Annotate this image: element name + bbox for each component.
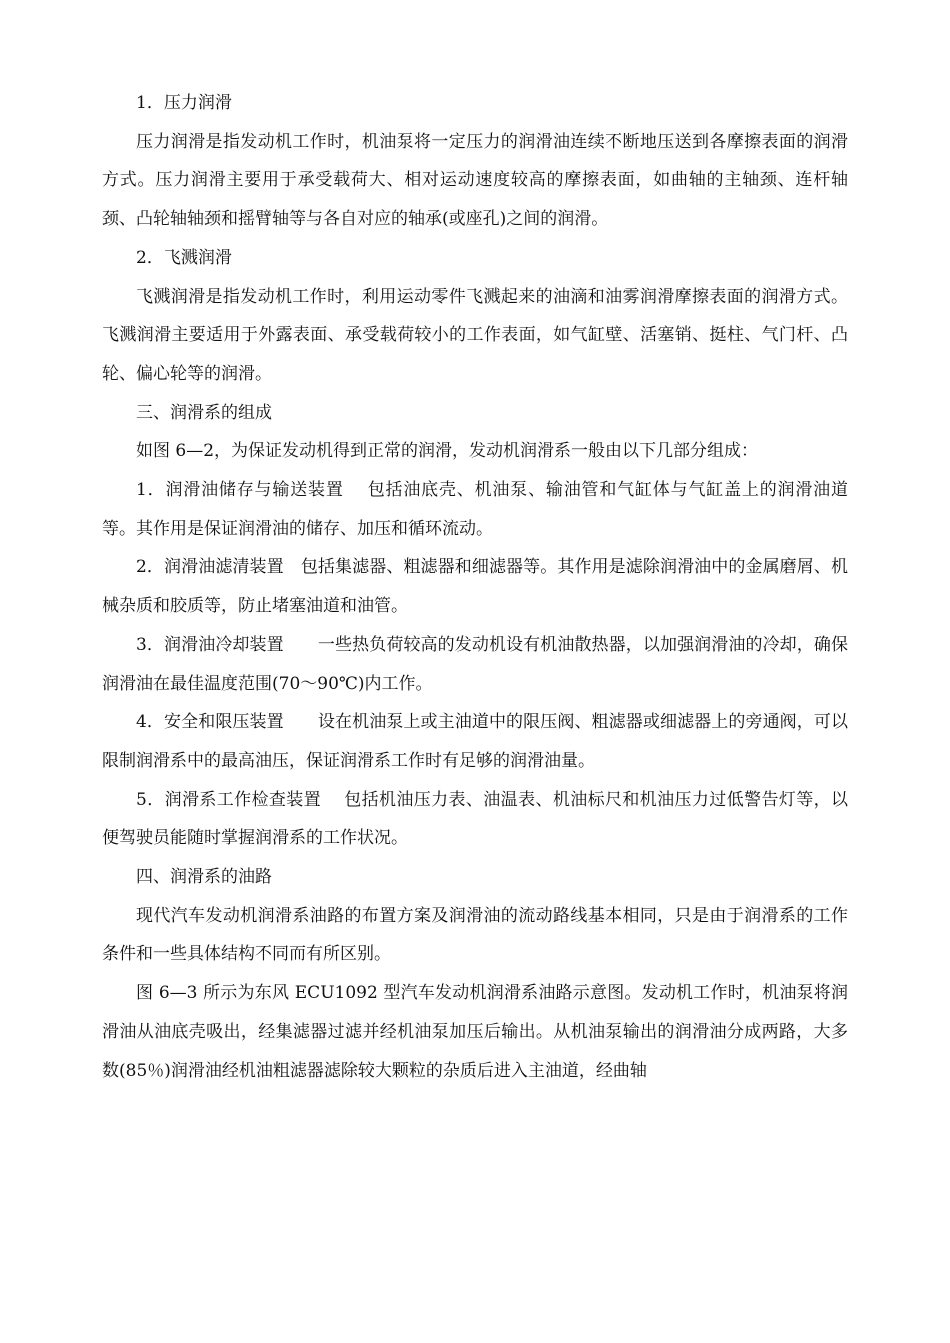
paragraph-storage-delivery-device: 1．润滑油储存与输送装置 包括油底壳、机油泵、输油管和气缸体与气缸盖上的润滑油道等。其作用是保证润滑油的储存、加压和循环流动。 — [102, 480, 848, 539]
heading-lubrication-system-composition: 三、润滑系的组成 — [136, 402, 272, 423]
paragraph-pressure-lubrication: 压力润滑是指发动机工作时，机油泵将一定压力的润滑油连续不断地压送到各摩擦表面的润滑方式。压力润滑主要用于承受载荷大、相对运动速度较高的摩擦表面，如曲轴的主轴颈、连杆轴颈、凸轮轴轴颈和摇臂轴等与各自对应的轴承(或座孔)之间的润滑。 — [102, 131, 848, 230]
paragraph-splash-lubrication: 飞溅润滑是指发动机工作时，利用运动零件飞溅起来的油滴和油雾润滑摩擦表面的润滑方式。飞溅润滑主要适用于外露表面、承受载荷较小的工作表面，如气缸壁、活塞销、挺柱、气门杆、凸轮、偏心轮等的润滑。 — [102, 286, 848, 384]
paragraph-oil-circuit-example: 图 6—3 所示为东风 ECU1092 型汽车发动机润滑系油路示意图。发动机工作时，机油泵将润滑油从油底壳吸出，经集滤器过滤并经机油泵加压后输出。从机油泵输出的润滑油分成两路，大多数(85％)润滑油经机油粗滤器滤除较大颗粒的杂质后进入主油道，经曲轴 — [102, 983, 848, 1081]
paragraph-safety-pressure-limiting-device: 4．安全和限压装置 设在机油泵上或主油道中的限压阀、粗滤器或细滤器上的旁通阀，可以限制润滑系中的最高油压，保证润滑系工作时有足够的润滑油量。 — [102, 712, 848, 771]
paragraph-filtering-device: 2．润滑油滤清装置 包括集滤器、粗滤器和细滤器等。其作用是滤除润滑油中的金属磨屑、机械杂质和胶质等，防止堵塞油道和油管。 — [102, 557, 848, 617]
heading-splash-lubrication: 2．飞溅润滑 — [136, 247, 232, 268]
heading-pressure-lubrication: 1．压力润滑 — [136, 93, 232, 113]
paragraph-cooling-device: 3．润滑油冷却装置 一些热负荷较高的发动机设有机油散热器，以加强润滑油的冷却，确保润滑油在最佳温度范围(70～90℃)内工作。 — [102, 634, 848, 694]
heading-oil-circuit: 四、润滑系的油路 — [136, 867, 272, 888]
paragraph-oil-circuit-overview: 现代汽车发动机润滑系油路的布置方案及润滑油的流动路线基本相同，只是由于润滑系的工作条件和一些具体结构不同而有所区别。 — [102, 905, 848, 965]
paragraph-inspection-device: 5．润滑系工作检查装置 包括机油压力表、油温表、机油标尺和机油压力过低警告灯等，以便驾驶员能随时掌握润滑系的工作状况。 — [102, 789, 848, 849]
paragraph-composition-intro: 如图 6—2，为保证发动机得到正常的润滑，发动机润滑系一般由以下几部分组成： — [136, 441, 759, 462]
